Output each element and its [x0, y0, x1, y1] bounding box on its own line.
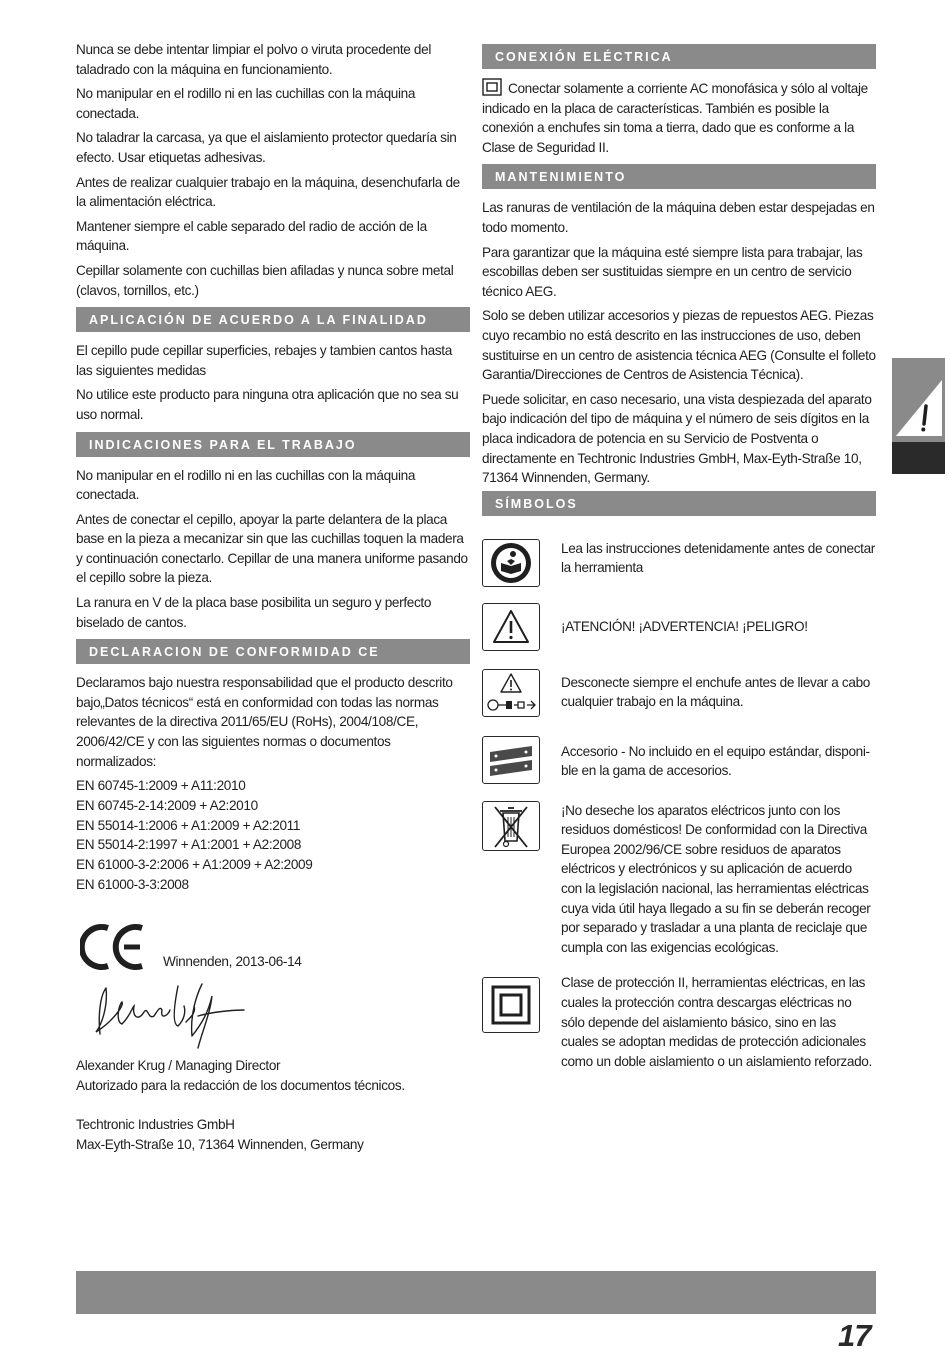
paragraph: No manipular en el rodillo ni en las cuchillas con la máquina conectada. — [76, 86, 416, 121]
symbol-row — [482, 736, 876, 784]
standard-item: EN 61000-3-3:2008 — [76, 876, 189, 892]
symbol-text: Clase de protección II, herramientas eléctricas, en las cuales la protección contra descargas eléctricas no sólo depende del aislamiento básico, sino en las cuales se adoptan medidas de protección adicionales como un doble aislamiento o un aislamiento reforzado. — [561, 975, 872, 1069]
symbol-row — [482, 539, 876, 587]
paragraph: Solo se deben utilizar accesorios y piezas de repuestos AEG. Piezas cuyo recambio no está descrito en las instrucciones de uso, deben sustituirse en un centro de asistencia técnica AEG (Consulte el folleto Garantia/Direcciones de Centros de Asistencia Técnica). — [482, 308, 876, 383]
symbol-row — [482, 603, 876, 651]
authorization-note: Autorizado para la redacción de los documentos técnicos. — [76, 1078, 405, 1094]
symbol-text: Accesorio - No incluido en el equipo estándar, disponi-ble en la gama de accesorios. — [561, 743, 870, 779]
signer: Alexander Krug / Managing Director — [76, 1058, 281, 1074]
section-header-aplicacion: APLICACIÓN DE ACUERDO A LA FINALIDAD — [76, 307, 470, 332]
side-tab — [892, 358, 945, 474]
footer-bar — [76, 1271, 876, 1314]
paragraph: Las ranuras de ventilación de la máquina deben estar despejadas en todo momento. — [482, 200, 875, 235]
symbol-text: ¡ATENCIÓN! ¡ADVERTENCIA! ¡PELIGRO! — [561, 618, 808, 634]
paragraph: Puede solicitar, en caso necesario, una vista despiezada del aparato bajo indicación del tipo de máquina y el número de seis dígitos en la placa indicadora de potencia en su Servicio de Postventa o directamente en Techtronic Industries GmbH, Max-Eyth-Straße 10, 71364 Winnenden, Germany. — [482, 391, 872, 486]
standard-item: EN 55014-1:2006 + A1:2009 + A2:2011 — [76, 817, 301, 833]
read-manual-icon — [482, 539, 540, 587]
paragraph: Cepillar solamente con cuchillas bien afiladas y nunca sobre metal (clavos, tornillos, etc.) — [76, 262, 454, 298]
paragraph: El cepillo pude cepillar superficies, rebajes y tambien cantos hasta las siguientes medidas — [76, 343, 452, 378]
ce-mark-icon — [80, 922, 150, 972]
section-header-indicaciones: INDICACIONES PARA EL TRABAJO — [76, 432, 470, 457]
standard-item: EN 60745-2-14:2009 + A2:2010 — [76, 797, 258, 813]
class-ii-small-icon — [482, 78, 502, 96]
place-date: Winnenden, 2013-06-14 — [163, 954, 302, 970]
right-column — [482, 44, 876, 1071]
symbol-row — [482, 801, 876, 958]
paragraph: Antes de realizar cualquier trabajo en la máquina, desenchufarla de la alimentación eléctrica. — [76, 174, 460, 210]
paragraph: No utilice este producto para ninguna otra aplicación que no sea su uso normal. — [76, 387, 459, 422]
standard-item: EN 60745-1:2009 + A11:2010 — [76, 778, 246, 794]
paragraph: La ranura en V de la placa base posibilita un seguro y perfecto biselado de cantos. — [76, 595, 432, 630]
unplug-warning-icon — [482, 669, 540, 717]
class-ii-icon — [482, 977, 540, 1033]
crossed-bin-icon — [482, 801, 540, 851]
signature — [76, 976, 470, 1056]
section-header-declaracion: DECLARACION DE CONFORMIDAD CE — [76, 639, 470, 664]
paragraph: Para garantizar que la máquina esté siempre lista para trabajar, las escobillas deben ser sustituidas siempre en un centro de servicio técnico AEG. — [482, 244, 863, 299]
ce-block — [76, 916, 470, 976]
signature-image — [82, 976, 252, 1056]
standard-item: EN 55014-2:1997 + A1:2001 + A2:2008 — [76, 837, 302, 853]
symbol-text: ¡No deseche los aparatos eléctricos junto con los residuos domésticos! De conformidad con la Directiva Europea 2002/96/CE sobre residuos de aparatos eléctricos y electrónicos y su aplicación de acuerdo con la legislación nacional, las herramientas eléctricas cuya vida útil haya llegado a su fin se deberán recoger por separado y trasladar a una planta de reciclaje que cumpla con las exigencias ecológicas. — [561, 802, 871, 955]
section-header-conexion: CONEXIÓN ELÉCTRICA — [482, 44, 876, 69]
company-address: Max-Eyth-Straße 10, 71364 Winnenden, Germany — [76, 1136, 364, 1152]
symbol-text: Lea las instrucciones detenidamente antes de conectar la herramienta — [561, 540, 875, 576]
symbol-text: Desconecte siempre el enchufe antes de llevar a cabo cualquier trabajo en la máquina. — [561, 674, 870, 710]
conexion-text: Conectar solamente a corriente AC monofásica y sólo al voltaje indicado en la placa de características. También es posible la conexión a enchufes sin toma a tierra, dado que es conforme a la Clase de Seguridad II. — [482, 81, 868, 155]
page-number: 17 — [838, 1318, 871, 1353]
section-header-mantenimiento: MANTENIMIENTO — [482, 164, 876, 189]
paragraph — [482, 78, 876, 157]
paragraph: Mantener siempre el cable separado del radio de acción de la máquina. — [76, 218, 427, 254]
warning-triangle-icon — [482, 603, 540, 651]
side-tab-icon-area — [892, 358, 945, 442]
paragraph: No manipular en el rodillo ni en las cuchillas con la máquina conectada. — [76, 467, 416, 503]
standards-list — [76, 776, 470, 894]
section-header-simbolos: SÍMBOLOS — [482, 491, 876, 516]
paragraph: Nunca se debe intentar limpiar el polvo o viruta procedente del taladrado con la máquina en funcionamiento. — [76, 42, 432, 77]
standard-item: EN 61000-3-2:2006 + A1:2009 + A2:2009 — [76, 857, 313, 873]
paragraph: Declaramos bajo nuestra responsabilidad que el producto descrito bajo„Datos técnicos“ está en conformidad con todas las normas relevantes de la directiva 2011/65/EU (RoHs), 2004/108/CE, 2006/42/CE y con las siguientes normas o documentos normalizados: — [76, 675, 453, 769]
symbol-row — [482, 669, 876, 717]
exclamation-triangle-icon — [892, 358, 945, 442]
company-name: Techtronic Industries GmbH — [76, 1116, 235, 1132]
paragraph: No taladrar la carcasa, ya que el aislamiento protector quedaría sin efecto. Usar etiquetas adhesivas. — [76, 130, 457, 165]
accessory-icon — [482, 736, 540, 784]
symbol-row — [482, 973, 876, 1071]
paragraph: Antes de conectar el cepillo, apoyar la parte delantera de la placa base en la pieza a mecanizar sin que las cuchillas toquen la madera y continuación conectarlo. Cepillar de una manera uniforme pasando el cepillo sobre la pieza. — [76, 511, 468, 586]
left-column — [76, 40, 470, 1154]
